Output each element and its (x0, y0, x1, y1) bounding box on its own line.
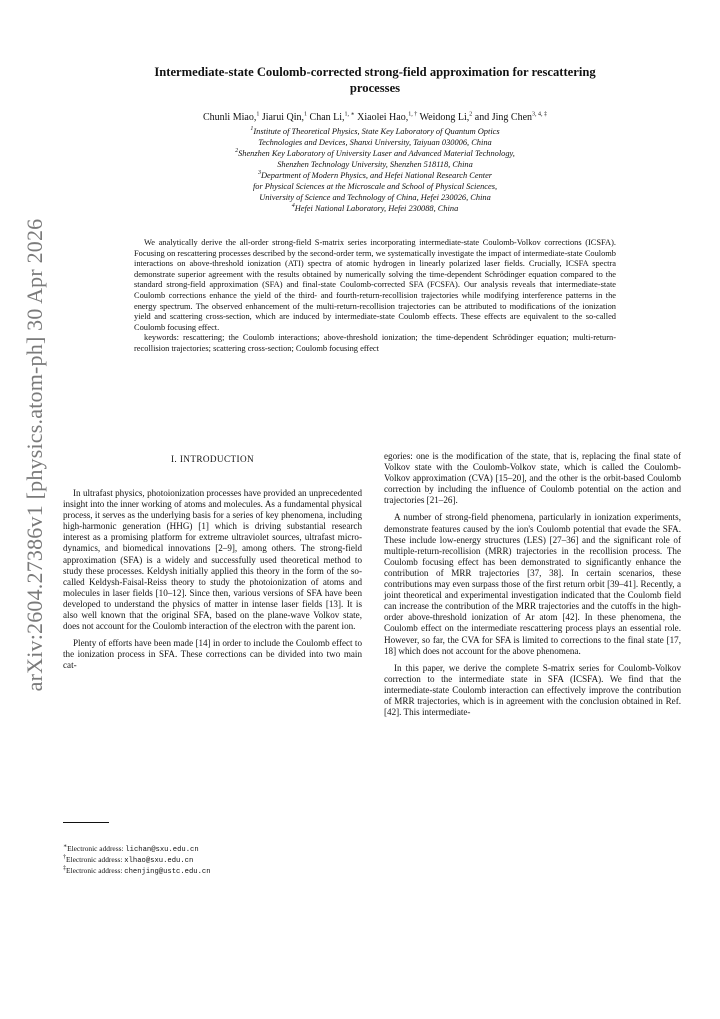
footnote-mark: ∗ (63, 843, 68, 850)
author-name: Chunli Miao, (202, 112, 257, 123)
paragraph: Plenty of efforts have been made [14] in order to include the Coulomb effect to the ionization process in SFA. These corrections can be divided into two main cat- (63, 638, 362, 671)
left-column (63, 488, 362, 678)
affiliation-text: Hefei National Laboratory, Hefei 230088, China (294, 204, 459, 213)
title-line-2: processes (349, 81, 401, 95)
footnotes (63, 844, 362, 878)
author-name: Jiarui Qin, (261, 112, 305, 123)
author-list (70, 111, 680, 124)
author-affil-mark: 1 (304, 111, 308, 118)
affiliation-mark: 1 (250, 126, 254, 133)
paper-title (70, 64, 680, 96)
arxiv-sidebar-stamp (20, 218, 50, 692)
affiliation-text: Institute of Theoretical Physics, State Key Laboratory of Quantum Optics (253, 127, 500, 136)
affiliation-text: Shenzhen Technology University, Shenzhen 518118, China (277, 160, 473, 169)
footnote (63, 844, 362, 855)
author-name: Xiaolei Hao, (357, 112, 409, 123)
title-line-1: Intermediate-state Coulomb-corrected strong-field approximation for rescattering (154, 65, 596, 79)
footnote-label: Electronic address: (66, 855, 125, 865)
paragraph: egories: one is the modification of the state, that is, replacing the final state of Volkov state with the Coulomb-Volkov state, which is called the Coulomb-Volkov approximation (CVA) [15–20], and the other is the orbit-based Coulomb correction by including the influence of Coulomb potential on the action and trajectories [21–26]. (384, 451, 681, 506)
author-affil-mark: 3, 4, ‡ (532, 111, 548, 118)
affiliations (70, 126, 680, 214)
affiliation-text: Technologies and Devices, Shanxi University, Taiyuan 030006, China (258, 138, 492, 147)
abstract (134, 238, 616, 355)
footnote-mark: † (63, 854, 66, 861)
footnote (63, 866, 362, 877)
affiliation-mark: 3 (257, 170, 261, 177)
section-heading: I. INTRODUCTION (170, 454, 255, 464)
author-affil-mark: 1, † (408, 111, 418, 118)
footnote-rule (63, 822, 109, 823)
affiliation-line (70, 170, 680, 181)
arxiv-id: arXiv:2604.27386v1 [physics.atom-ph] 30 Apr 2026 (22, 218, 47, 692)
affiliation-line (70, 203, 680, 214)
footnote-email[interactable]: lichan@sxu.edu.cn (125, 846, 199, 854)
author-affil-mark: 1 (256, 111, 260, 118)
footnote-label: Electronic address: (66, 866, 125, 876)
affiliation-text: Shenzhen Key Laboratory of University Laser and Advanced Material Technology, (238, 149, 515, 158)
affiliation-text: University of Science and Technology of China, Hefei 230026, China (259, 193, 491, 202)
affiliation-mark: 2 (235, 148, 239, 155)
footnote-mark: ‡ (63, 865, 66, 872)
affiliation-line (70, 126, 680, 137)
affiliation-text: for Physical Sciences at the Microscale and School of Physical Sciences, (252, 182, 498, 191)
author-name: Weidong Li, (419, 112, 470, 123)
author-name: and Jing Chen (474, 112, 533, 123)
paragraph: A number of strong-field phenomena, particularly in ionization experiments, demonstrate features caused by the ion's Coulomb potential that evade the SFA. These include low-energy structures (LES) [27–36] and the significant role of multiple-return-recollision (MRR) trajectories in the recollision process. The Coulomb focusing effect has been demonstrated to significantly enhance the contribution of MRR trajectories [37, 38]. In certain scenarios, these contributions may even surpass those of the first return orbit [39–41]. Recently, a joint theoretical and experimental investigation indicated that the Coulomb field can increase the contribution of the MRR trajectories and the cutoffs in the high-order above-threshold ionization of Ar atom [42]. In these phenomena, the Coulomb effect on the intermediate rescattering process plays an essential role. However, so far, the CVA for SFA is limited to corrections to the final state [17, 18] which does not account for the above phenomena. (384, 512, 681, 656)
affiliation-line (70, 137, 680, 148)
affiliation-line (70, 148, 680, 159)
abstract-text: We analytically derive the all-order strong-field S-matrix series incorporating intermediate-state Coulomb-Volkov corrections (ICSFA). Focusing on rescattering processes described by the second-order term, we systematically investigate the impact of intermediate-state Coulomb interactions on above-threshold ionization (ATI) spectra of atomic hydrogen in linearly polarized laser fields. Crucially, ICSFA spectra demonstrate superior agreement with the results obtained by numerically solving the time-dependent Schrödinger equation compared to the standard strong-field approximation (SFA) and final-state Coulomb-corrected SFA (FCSFA). Our analysis reveals that intermediate-state Coulomb corrections enhance the yield of the third- and fourth-return-recollision trajectories while modifying interference patterns in the energy spectrum. The observed enhancement of the multi-return-recollision trajectories can be attributed to modifications of the ionization yield and scattering cross-section, which are induced by intermediate-state Coulomb effects. These effects are equivalent to the so-called Coulomb focusing effect. (134, 238, 616, 332)
affiliation-line (70, 181, 680, 192)
footnote-label: Electronic address: (67, 844, 126, 853)
affiliation-mark: 4 (291, 203, 295, 210)
paragraph: In this paper, we derive the complete S-matrix series for Coulomb-Volkov correction to the intermediate state in SFA (ICSFA). We find that the intermediate-state Coulomb interaction can effectively improve the contribution of MRR trajectories, which is in agreement with the conclusion obtained in Ref. [42]. This intermediate- (384, 662, 681, 718)
affiliation-line (70, 192, 680, 203)
author-name: Chan Li, (309, 112, 345, 123)
footnote-email[interactable]: xlhao@sxu.edu.cn (124, 857, 194, 866)
footnote (63, 855, 362, 866)
footnote-email[interactable]: chenjing@ustc.edu.cn (124, 868, 211, 877)
affiliation-line (70, 159, 680, 170)
author-affil-mark: 1, ∗ (344, 111, 355, 118)
affiliation-text: Department of Modern Physics, and Hefei National Research Center (260, 171, 493, 180)
right-column (384, 451, 681, 724)
author-affil-mark: 2 (469, 111, 473, 118)
keywords: keywords: rescattering; the Coulomb interactions; above-threshold ionization; the time-dependent Schrödinger equation; multi-return-recollision trajectories; scattering cross-section; Coulomb focusing effect (134, 333, 616, 353)
paragraph: In ultrafast physics, photoionization processes have provided an unprecedented insight into the inner working of atoms and molecules. As a fundamental physical process, it serves as the underlying basis for a series of key phenomena, including high-harmonic generation (HHG) [1] which is driving substantial research interest as a promising platform for extreme ultraviolet sources, ultrafast micro-dynamics, and biomedical innovations [2–9], among others. The strong-field approximation (SFA) is a widely and successfully used theoretical method to study these processes. Keldysh initially applied this theory in the form of the so-called Keldysh-Faisal-Reiss theory to study the photoionization of atoms and molecules in laser fields [10–12]. Since then, various versions of SFA have been developed to understand the physics of matter in intense laser fields [13]. It is also well known that the original SFA, based on the plane-wave Volkov state, does not account for the Coulomb interaction of the electron with the parent ion. (63, 488, 362, 632)
